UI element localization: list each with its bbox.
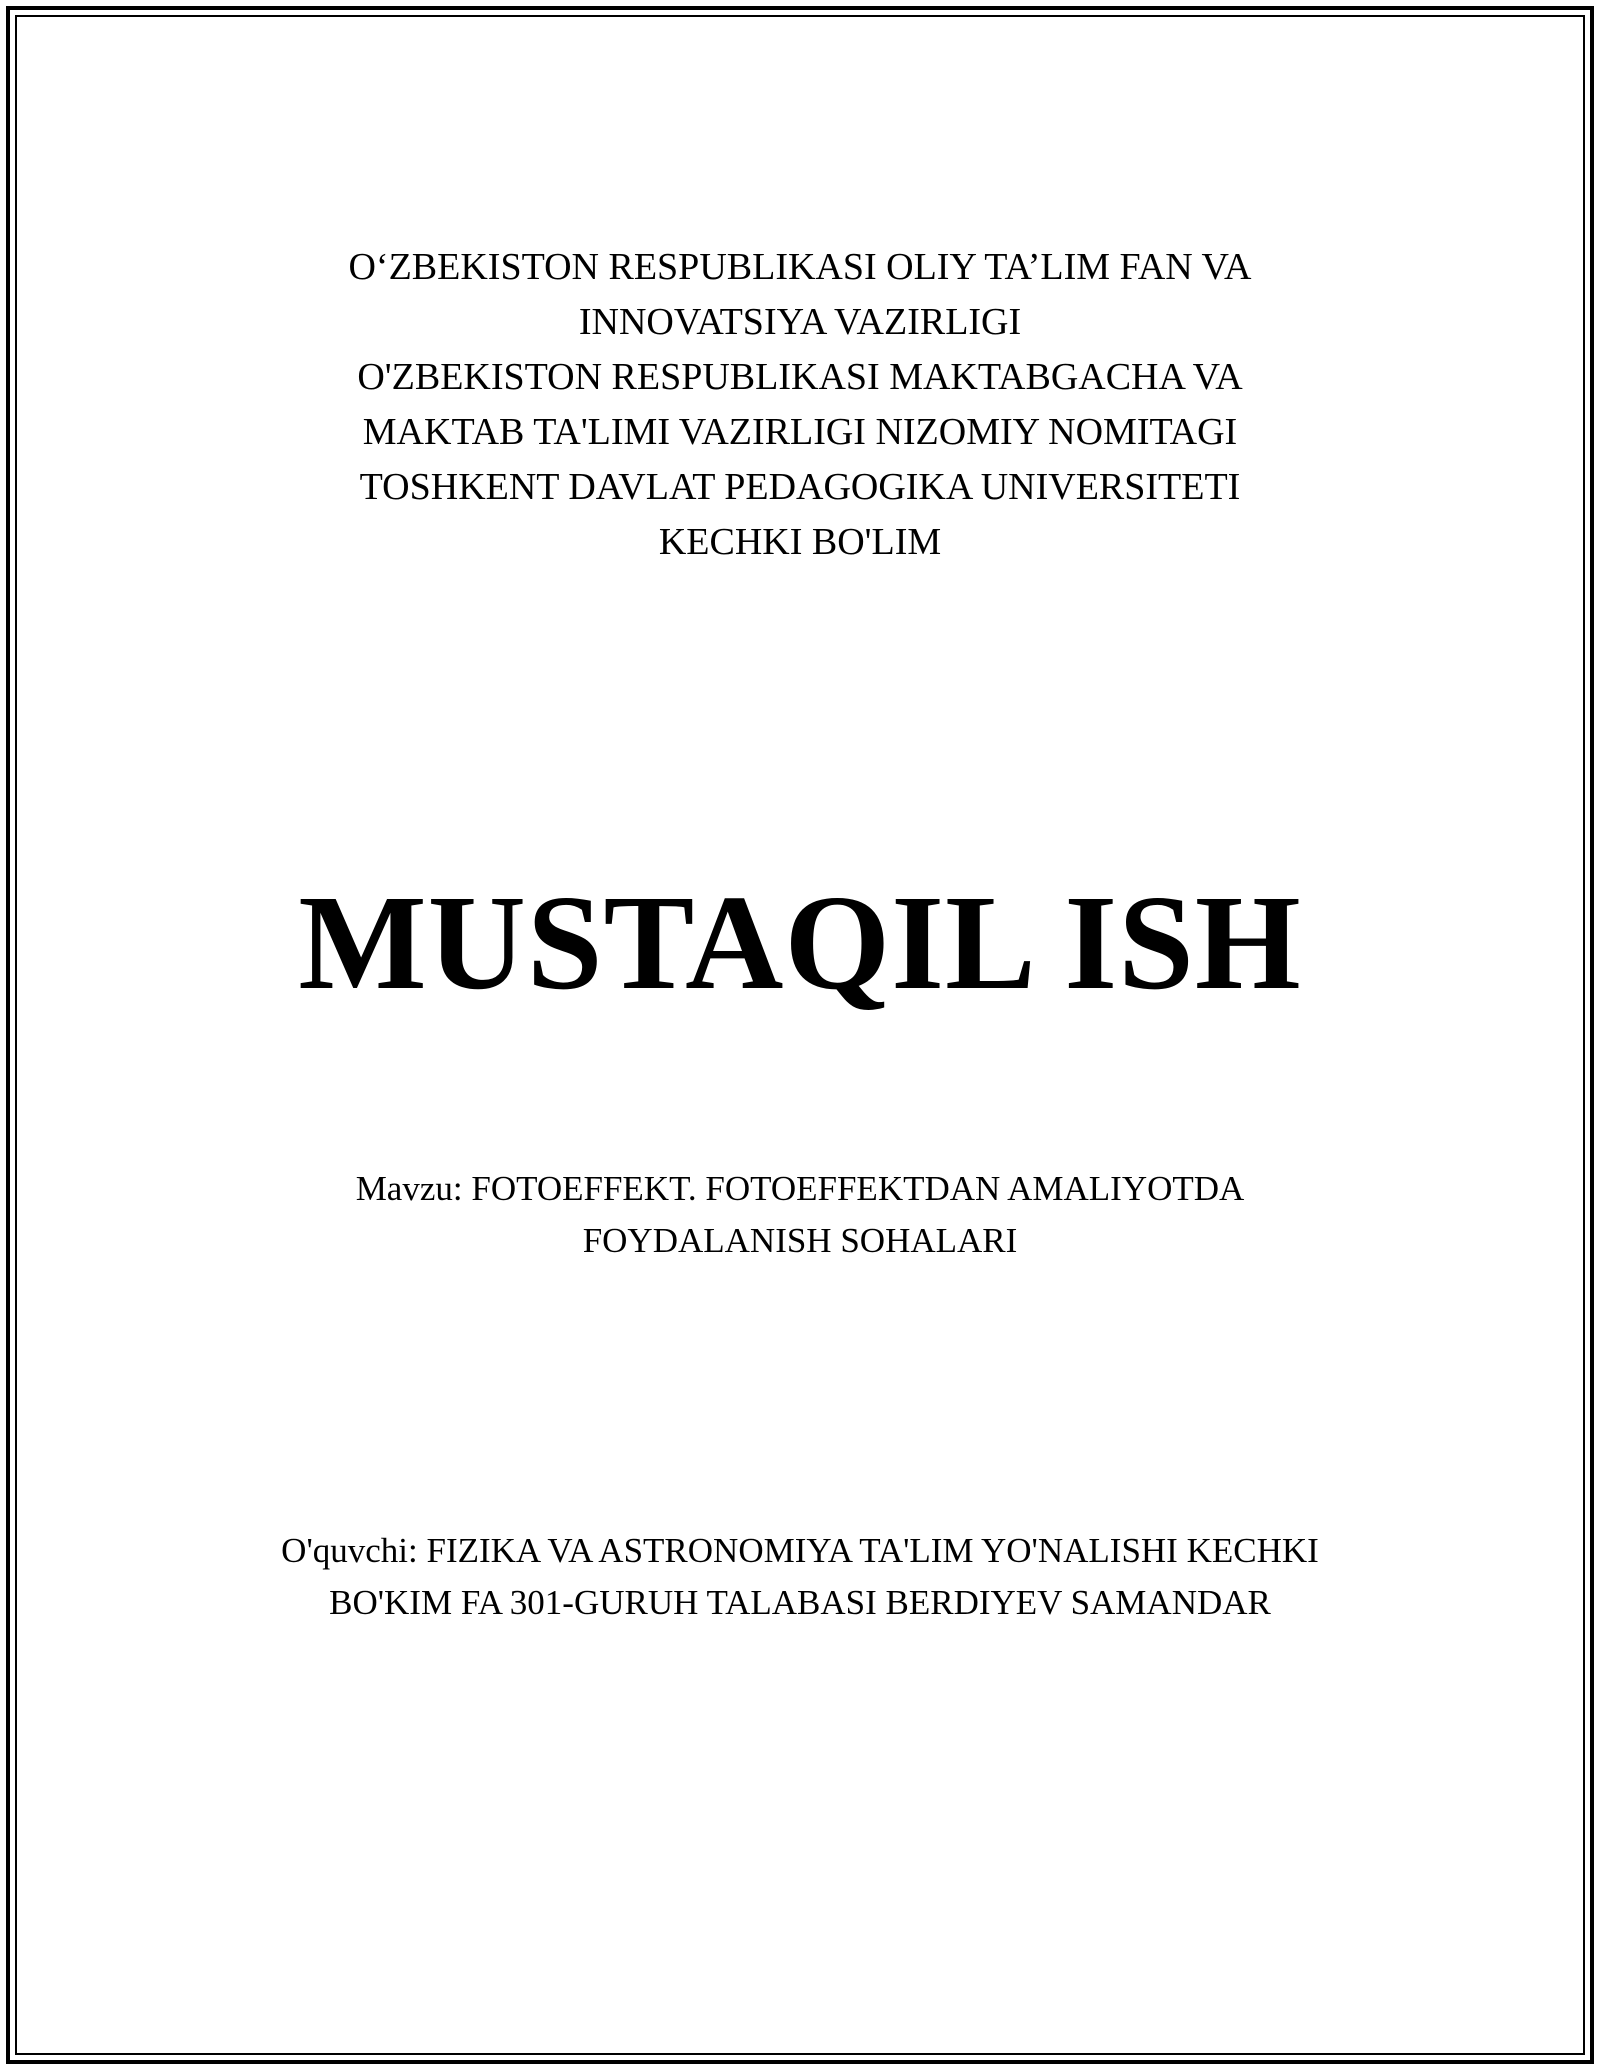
header-line: O‘ZBEKISTON RESPUBLIKASI OLIY TA’LIM FAN VA xyxy=(348,246,1252,288)
topic-line: FOYDALANISH SOHALARI xyxy=(582,1221,1018,1260)
student-section xyxy=(0,1525,1600,1629)
topic-line: Mavzu: FOTOEFFEKT. FOTOEFFEKTDAN AMALIYOTDA xyxy=(355,1169,1245,1208)
header-line: INNOVATSIYA VAZIRLIGI xyxy=(578,301,1022,343)
institution-header xyxy=(0,240,1600,570)
student-line: BO'KIM FA 301-GURUH TALABASI BERDIYEV SAMANDAR xyxy=(329,1583,1271,1622)
header-line: O'ZBEKISTON RESPUBLIKASI MAKTABGACHA VA xyxy=(357,356,1243,398)
header-line: KECHKI BO'LIM xyxy=(658,521,942,563)
header-line: TOSHKENT DAVLAT PEDAGOGIKA UNIVERSITETI xyxy=(359,466,1241,508)
header-line: MAKTAB TA'LIMI VAZIRLIGI NIZOMIY NOMITAGI xyxy=(362,411,1238,453)
document-title: MUSTAQIL ISH xyxy=(298,868,1302,1018)
topic-section xyxy=(0,1163,1600,1267)
student-line: O'quvchi: FIZIKA VA ASTRONOMIYA TA'LIM YO'NALISHI KECHKI xyxy=(281,1531,1319,1570)
